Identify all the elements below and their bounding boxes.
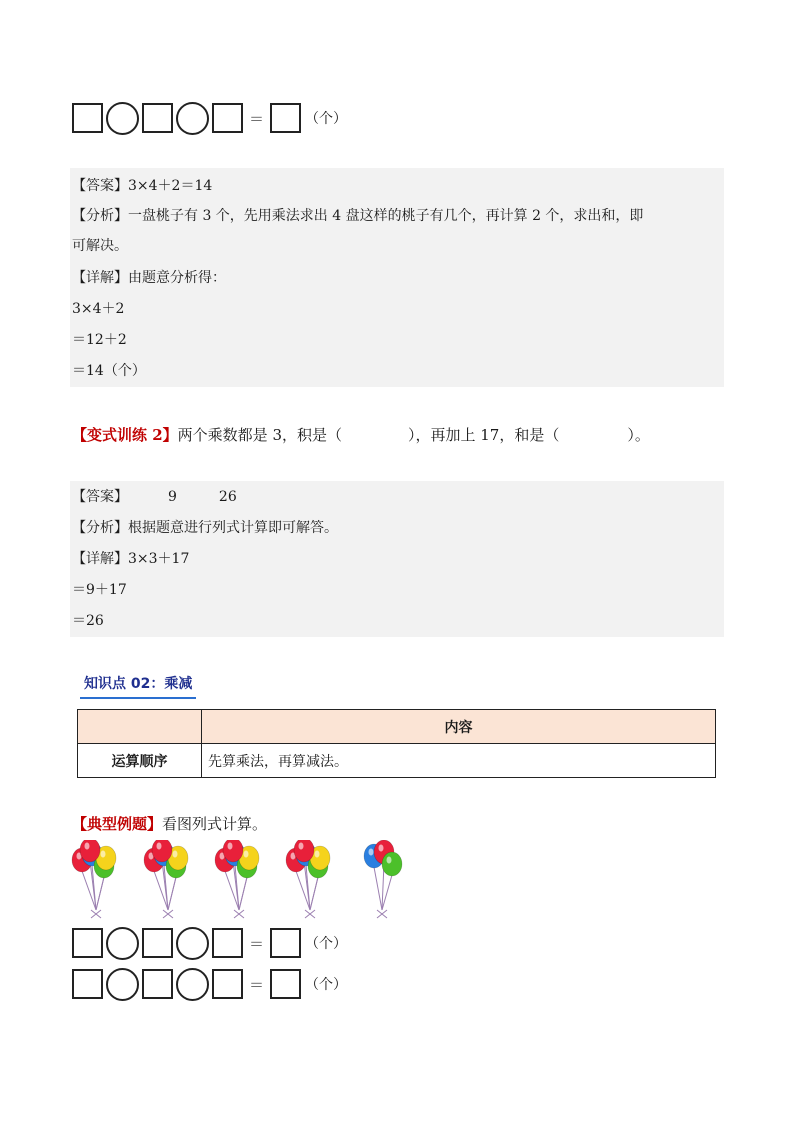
balloon	[294, 840, 314, 862]
analysis-line: 【分析】一盘桃子有 3 个，先用乘法求出 4 盘这样的桃子有几个，再计算 2 个，求出和，即	[72, 208, 644, 224]
answer-box[interactable]	[142, 969, 173, 999]
analysis-line-cont: 可解决。	[72, 238, 128, 254]
operator-circle[interactable]	[106, 102, 139, 135]
table-row	[78, 744, 716, 778]
balloon-group	[286, 840, 330, 918]
result-box[interactable]	[270, 928, 301, 958]
balloon-bow	[305, 910, 315, 918]
typical-example-text: 看图列式计算。	[162, 815, 268, 833]
calc-step: ＝14（个）	[72, 363, 146, 379]
table-header-content: 内容	[202, 710, 716, 744]
balloon-highlight	[101, 851, 106, 858]
answer-box[interactable]	[72, 928, 103, 958]
calc-step: ＝9＋17	[72, 582, 127, 598]
answer-box[interactable]	[142, 928, 173, 958]
variant-question	[72, 425, 650, 445]
equals-sign: ＝	[249, 109, 265, 128]
question-text-b: ），再加上 17，和是（	[408, 426, 560, 444]
equals-sign: ＝	[249, 975, 265, 994]
answer-box[interactable]	[212, 103, 243, 133]
balloon-group	[144, 840, 188, 918]
answer-label: 【答案】	[72, 489, 128, 505]
unit-label: （个）	[305, 111, 348, 127]
table-header-row	[78, 710, 716, 744]
question-text-a: 两个乘数都是 3，积是（	[177, 426, 342, 444]
operator-circle[interactable]	[106, 927, 139, 960]
typical-example-tag: 【典型例题】	[72, 815, 163, 833]
balloon	[382, 852, 402, 876]
operator-circle[interactable]	[176, 968, 209, 1001]
operator-circle[interactable]	[106, 968, 139, 1001]
answer-box[interactable]	[212, 969, 243, 999]
answer-value-2: 26	[218, 489, 237, 505]
balloon-group	[72, 840, 116, 918]
balloon-group	[364, 840, 402, 918]
example-equation-1	[72, 926, 347, 960]
balloon-highlight	[244, 851, 249, 858]
balloon-bow	[163, 910, 173, 918]
balloon-highlight	[315, 851, 320, 858]
calc-step: ＝12＋2	[72, 332, 127, 348]
operator-circle[interactable]	[176, 102, 209, 135]
table-header-empty	[78, 710, 202, 744]
unit-label: （个）	[305, 936, 348, 952]
answer-line: 【答案】3×4＋2＝14	[72, 178, 213, 194]
unit-label: （个）	[305, 977, 348, 993]
row-value: 先算乘法，再算减法。	[202, 744, 716, 778]
balloon-highlight	[387, 857, 392, 864]
balloon-highlight	[173, 851, 178, 858]
result-box[interactable]	[270, 103, 301, 133]
balloon-string	[374, 867, 382, 910]
answer-box[interactable]	[72, 103, 103, 133]
equals-sign: ＝	[249, 934, 265, 953]
calc-step: 3×4＋2	[72, 301, 125, 317]
balloon-group	[215, 840, 259, 918]
variant-tag: 【变式训练 2】	[72, 426, 178, 444]
answer-box[interactable]	[72, 969, 103, 999]
answer-value-1: 9	[168, 489, 177, 505]
balloons-illustration	[70, 840, 410, 920]
knowledge-point-heading: 知识点 02：乘减	[80, 673, 196, 699]
detail-line: 【详解】由题意分析得：	[72, 270, 226, 286]
balloon	[152, 840, 172, 862]
balloon-bow	[234, 910, 244, 918]
answer-line	[72, 487, 237, 507]
calc-step: ＝26	[72, 613, 104, 629]
operator-circle[interactable]	[176, 927, 209, 960]
balloon-bow	[377, 910, 387, 918]
row-label: 运算顺序	[78, 744, 202, 778]
typical-example-prompt	[72, 814, 267, 834]
question-text-c: ）。	[627, 426, 650, 444]
balloon	[223, 840, 243, 862]
answer-box[interactable]	[212, 928, 243, 958]
balloon-highlight	[85, 843, 90, 850]
example-equation-2	[72, 967, 347, 1001]
balloon-highlight	[157, 843, 162, 850]
balloon-highlight	[228, 843, 233, 850]
balloon-highlight	[379, 845, 384, 852]
knowledge-table	[77, 709, 716, 778]
detail-line: 【详解】3×3＋17	[72, 551, 190, 567]
top-equation	[72, 101, 347, 135]
balloon-highlight	[299, 843, 304, 850]
balloon	[80, 840, 100, 862]
balloon-bow	[91, 910, 101, 918]
result-box[interactable]	[270, 969, 301, 999]
balloon-highlight	[369, 849, 374, 856]
answer-box[interactable]	[142, 103, 173, 133]
analysis-line: 【分析】根据题意进行列式计算即可解答。	[72, 520, 338, 536]
